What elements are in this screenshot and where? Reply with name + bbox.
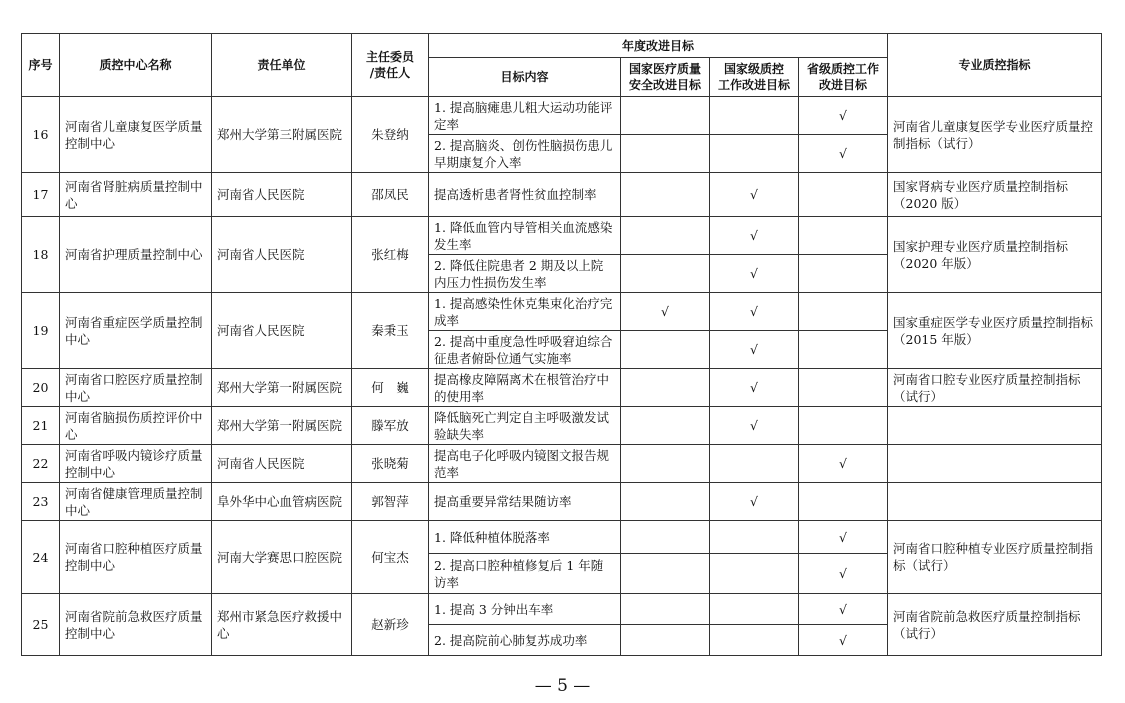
row-target: 2. 提高口腔种植修复后 1 年随访率 <box>429 554 621 594</box>
check-provincial-qc: √ <box>799 594 888 625</box>
row-seq: 16 <box>22 97 60 173</box>
row-unit: 郑州大学第三附属医院 <box>212 97 352 173</box>
row-indicator: 河南省儿童康复医学专业医疗质量控制指标（试行） <box>888 97 1102 173</box>
check-provincial-qc <box>799 331 888 369</box>
check-provincial-qc <box>799 293 888 331</box>
check-national-safety <box>621 407 710 445</box>
check-provincial-qc: √ <box>799 554 888 594</box>
check-national-safety <box>621 369 710 407</box>
row-person: 朱登纳 <box>352 97 429 173</box>
row-unit: 河南省人民医院 <box>212 217 352 293</box>
row-unit: 河南省人民医院 <box>212 173 352 217</box>
row-center-name: 河南省重症医学质量控制中心 <box>60 293 212 369</box>
row-target: 降低脑死亡判定自主呼吸激发试验缺失率 <box>429 407 621 445</box>
check-national-qc <box>710 97 799 135</box>
check-provincial-qc <box>799 255 888 293</box>
table-row <box>22 445 1102 483</box>
check-provincial-qc: √ <box>799 97 888 135</box>
row-center-name: 河南省儿童康复医学质量控制中心 <box>60 97 212 173</box>
check-provincial-qc <box>799 407 888 445</box>
table-row <box>22 369 1102 407</box>
row-target: 提高电子化呼吸内镜图文报告规范率 <box>429 445 621 483</box>
row-center-name: 河南省呼吸内镜诊疗质量控制中心 <box>60 445 212 483</box>
page-number: — 5 — <box>534 676 591 696</box>
row-indicator: 河南省口腔种植专业医疗质量控制指标（试行） <box>888 521 1102 594</box>
check-national-safety <box>621 483 710 521</box>
check-provincial-qc: √ <box>799 521 888 554</box>
row-unit: 郑州大学第一附属医院 <box>212 407 352 445</box>
table-row <box>22 407 1102 445</box>
row-target: 1. 提高 3 分钟出车率 <box>429 594 621 625</box>
check-national-qc: √ <box>710 217 799 255</box>
check-national-qc: √ <box>710 255 799 293</box>
row-indicator: 河南省口腔专业医疗质量控制指标（试行） <box>888 369 1102 407</box>
header-national-qc: 国家级质控 工作改进目标 <box>710 58 799 97</box>
row-indicator: 国家肾病专业医疗质量控制指标（2020 版） <box>888 173 1102 217</box>
quality-goals-table <box>21 33 1102 656</box>
row-person: 何宝杰 <box>352 521 429 594</box>
table-row <box>22 173 1102 217</box>
check-provincial-qc: √ <box>799 135 888 173</box>
check-national-safety <box>621 554 710 594</box>
row-center-name: 河南省脑损伤质控评价中心 <box>60 407 212 445</box>
row-indicator <box>888 483 1102 521</box>
row-center-name: 河南省健康管理质量控制中心 <box>60 483 212 521</box>
row-center-name: 河南省肾脏病质量控制中心 <box>60 173 212 217</box>
row-seq: 18 <box>22 217 60 293</box>
row-seq: 17 <box>22 173 60 217</box>
row-person: 张晓菊 <box>352 445 429 483</box>
row-target: 2. 提高脑炎、创伤性脑损伤患儿早期康复介入率 <box>429 135 621 173</box>
row-person: 滕军放 <box>352 407 429 445</box>
check-national-safety: √ <box>621 293 710 331</box>
header-national-safety: 国家医疗质量 安全改进目标 <box>621 58 710 97</box>
row-center-name: 河南省口腔种植医疗质量控制中心 <box>60 521 212 594</box>
check-national-safety <box>621 255 710 293</box>
row-person: 邵凤民 <box>352 173 429 217</box>
row-center-name: 河南省院前急救医疗质量控制中心 <box>60 594 212 656</box>
header-annual-goals: 年度改进目标 <box>429 34 888 58</box>
check-national-qc: √ <box>710 293 799 331</box>
row-center-name: 河南省护理质量控制中心 <box>60 217 212 293</box>
row-center-name: 河南省口腔医疗质量控制中心 <box>60 369 212 407</box>
check-national-qc: √ <box>710 369 799 407</box>
check-national-qc <box>710 594 799 625</box>
check-national-qc: √ <box>710 331 799 369</box>
row-indicator: 国家护理专业医疗质量控制指标（2020 年版） <box>888 217 1102 293</box>
header-provincial-qc: 省级质控工作 改进目标 <box>799 58 888 97</box>
row-unit: 郑州大学第一附属医院 <box>212 369 352 407</box>
row-unit: 阜外华中心血管病医院 <box>212 483 352 521</box>
check-national-safety <box>621 521 710 554</box>
check-national-safety <box>621 594 710 625</box>
table-row <box>22 217 1102 255</box>
check-provincial-qc: √ <box>799 625 888 656</box>
row-target: 2. 提高院前心肺复苏成功率 <box>429 625 621 656</box>
row-person: 何 巍 <box>352 369 429 407</box>
row-indicator: 国家重症医学专业医疗质量控制指标（2015 年版） <box>888 293 1102 369</box>
check-national-safety <box>621 135 710 173</box>
check-national-qc <box>710 554 799 594</box>
check-national-qc: √ <box>710 407 799 445</box>
row-person: 秦秉玉 <box>352 293 429 369</box>
row-person: 赵新珍 <box>352 594 429 656</box>
row-target: 1. 提高感染性休克集束化治疗完成率 <box>429 293 621 331</box>
check-national-qc <box>710 135 799 173</box>
row-target: 提高橡皮障隔离术在根管治疗中的使用率 <box>429 369 621 407</box>
row-target: 提高透析患者肾性贫血控制率 <box>429 173 621 217</box>
row-indicator <box>888 407 1102 445</box>
row-seq: 22 <box>22 445 60 483</box>
header-indicator: 专业质控指标 <box>888 34 1102 97</box>
check-national-safety <box>621 445 710 483</box>
row-unit: 河南省人民医院 <box>212 293 352 369</box>
row-unit: 河南大学赛思口腔医院 <box>212 521 352 594</box>
row-target: 1. 降低血管内导管相关血流感染发生率 <box>429 217 621 255</box>
check-national-safety <box>621 173 710 217</box>
row-target: 2. 提高中重度急性呼吸窘迫综合征患者俯卧位通气实施率 <box>429 331 621 369</box>
check-provincial-qc: √ <box>799 445 888 483</box>
row-target: 1. 提高脑瘫患儿粗大运动功能评定率 <box>429 97 621 135</box>
header-center-name: 质控中心名称 <box>60 34 212 97</box>
row-seq: 19 <box>22 293 60 369</box>
row-indicator: 河南省院前急救医疗质量控制指标（试行） <box>888 594 1102 656</box>
header-goal-content: 目标内容 <box>429 58 621 97</box>
check-national-qc: √ <box>710 173 799 217</box>
check-national-qc <box>710 521 799 554</box>
table-row <box>22 483 1102 521</box>
row-seq: 23 <box>22 483 60 521</box>
row-person: 张红梅 <box>352 217 429 293</box>
table-row <box>22 293 1102 331</box>
check-national-safety <box>621 217 710 255</box>
row-unit: 河南省人民医院 <box>212 445 352 483</box>
header-director: 主任委员 /责任人 <box>352 34 429 97</box>
check-provincial-qc <box>799 217 888 255</box>
row-seq: 20 <box>22 369 60 407</box>
row-unit: 郑州市紧急医疗救援中心 <box>212 594 352 656</box>
check-national-safety <box>621 331 710 369</box>
check-national-safety <box>621 97 710 135</box>
row-indicator <box>888 445 1102 483</box>
table-row <box>22 521 1102 554</box>
row-seq: 25 <box>22 594 60 656</box>
check-national-qc <box>710 445 799 483</box>
table-row <box>22 97 1102 135</box>
check-national-qc <box>710 625 799 656</box>
row-seq: 21 <box>22 407 60 445</box>
header-seq: 序号 <box>22 34 60 97</box>
row-seq: 24 <box>22 521 60 594</box>
check-national-qc: √ <box>710 483 799 521</box>
check-provincial-qc <box>799 369 888 407</box>
check-national-safety <box>621 625 710 656</box>
row-target: 2. 降低住院患者 2 期及以上院内压力性损伤发生率 <box>429 255 621 293</box>
check-provincial-qc <box>799 173 888 217</box>
row-person: 郭智萍 <box>352 483 429 521</box>
row-target: 提高重要异常结果随访率 <box>429 483 621 521</box>
table-row <box>22 594 1102 625</box>
header-unit: 责任单位 <box>212 34 352 97</box>
check-provincial-qc <box>799 483 888 521</box>
row-target: 1. 降低种植体脱落率 <box>429 521 621 554</box>
